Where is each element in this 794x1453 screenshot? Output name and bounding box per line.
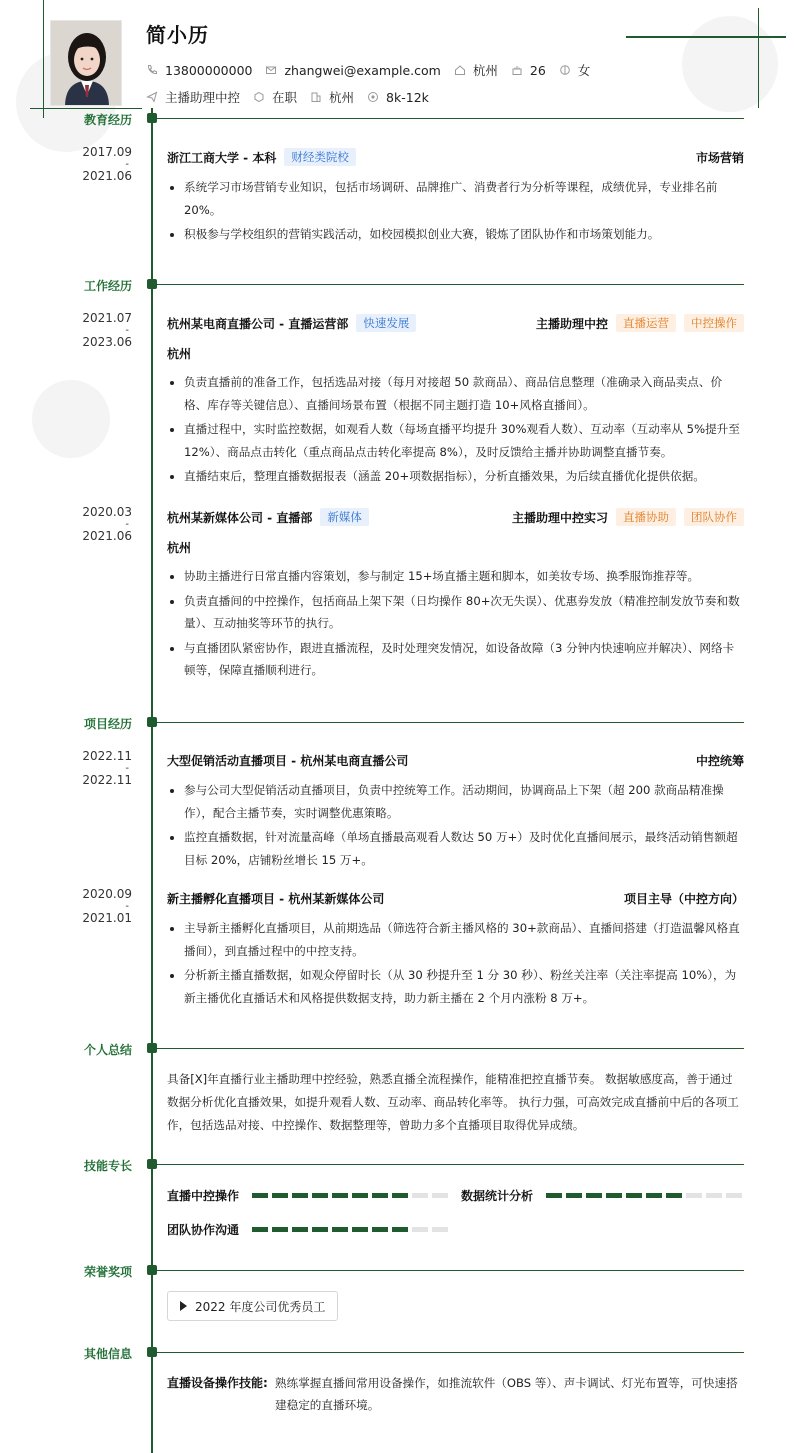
skill-segment-filled [372,1227,388,1232]
list-item: 负责直播前的准备工作，包括选品对接（每月对接超 50 款商品）、商品信息整理（准确录入商品卖点、价格、库存等关键信息）、直播间场景布置（根据不同主题打造 10+风格直播间）。 [167,371,744,416]
phone-text: 13800000000 [165,62,253,78]
skill-segment-filled [626,1193,642,1198]
project-title: 新主播孵化直播项目 - 杭州某新媒体公司 [167,892,385,906]
list-item: 积极参与学校组织的营销实践活动，如校园模拟创业大赛，锻炼了团队协作和市场策划能力。 [167,223,744,246]
job-text: 主播助理中控 [165,90,241,105]
end-date: 2021.06 [82,529,132,543]
salary-text: 8k-12k [386,89,429,105]
education-date: 2017.09 - 2021.06 [60,146,132,182]
project-date: 2020.09 - 2021.01 [60,888,132,924]
email-item [265,63,440,78]
email-text: zhangwei@example.com [284,62,441,78]
role-tag: 团队协作 [684,508,744,526]
section-work-title: 工作经历 [83,279,132,293]
age-item [511,63,546,78]
project-role: 项目主导（中控方向） [623,892,744,906]
skill-segment-filled [666,1193,682,1198]
section-marker [147,1159,157,1169]
skill-segment-filled [272,1193,288,1198]
skill-segment-filled [586,1193,602,1198]
section-marker [147,279,157,289]
job-item [146,88,240,106]
other-info-text: 熟练掌握直播间常用设备操作，如推流软件（OBS 等）、声卡调试、灯光布置等，可快速搭建稳定的直播环境。 [275,1376,738,1412]
school-tag: 财经类院校 [284,148,356,166]
phone-icon [146,64,158,76]
honor-item [167,1291,338,1321]
section-divider [157,1270,744,1271]
section-other-title: 其他信息 [83,1347,132,1361]
skill-segment-filled [252,1227,268,1232]
section-marker [147,1347,157,1357]
section-divider [157,1048,744,1049]
skill-segment-filled [566,1193,582,1198]
end-date: 2023.06 [82,335,132,349]
decor-line [626,36,786,38]
candidate-name: 简小历 [146,23,209,47]
section-marker [147,113,157,123]
gender-text: 女 [577,63,591,78]
job-role: 主播助理中控实习 [511,510,608,525]
work-city: 杭州 [167,347,192,361]
decor-line [43,0,44,118]
section-marker [147,717,157,727]
project-date: 2022.11 - 2022.11 [60,750,132,786]
decor-circle [32,380,110,458]
skill-segment-filled [292,1227,308,1232]
list-item: 直播过程中，实时监控数据，如观看人数（每场直播平均提升 30%观看人数）、互动率（互动率从 5%提升至 12%）、商品点击转化（重点商品点击转化率提高 8%），及时反馈给主播并协助调整直播节奏。 [167,418,744,463]
company-tag: 新媒体 [320,508,369,526]
skill-segment-filled [312,1193,328,1198]
skill-segment-empty [726,1193,742,1198]
section-marker [147,1043,157,1053]
skill-name: 团队协作沟通 [167,1223,240,1237]
list-item: 直播结束后，整理直播数据报表（涵盖 20+项数据指标），分析直播效果，为后续直播优化提供依据。 [167,465,744,488]
project-title: 大型促销活动直播项目 - 杭州某电商直播公司 [167,754,409,768]
section-divider [157,118,744,119]
work-date: 2021.07 - 2023.06 [60,312,132,348]
skill-item [167,1187,452,1204]
skill-level-bar [546,1193,746,1198]
salary-icon [367,91,379,103]
start-date: 2022.11 [82,749,132,763]
skill-segment-filled [646,1193,662,1198]
gender-icon [559,64,571,76]
gender-item [559,61,591,79]
section-project-title: 项目经历 [83,717,132,731]
skill-segment-filled [252,1193,268,1198]
skill-segment-filled [352,1193,368,1198]
home-icon [454,64,466,76]
section-skills-title: 技能专长 [83,1159,132,1173]
job-intention-row [146,88,442,106]
age-text: 26 [529,62,546,78]
list-item: 监控直播数据，针对流量高峰（单场直播最高观看人数达 50 万+）及时优化直播间展示，最终活动销售额超目标 20%，店铺粉丝增长 15 万+。 [167,826,744,871]
list-item: 主导新主播孵化直播项目，从前期选品（筛选符合新主播风格的 30+款商品）、直播间搭建（打造温馨风格直播间），到直播过程中的中控支持。 [167,917,744,962]
home-item [454,61,498,79]
section-marker [147,1265,157,1275]
project-entry-head [167,752,744,769]
list-item: 负责直播间的中控操作，包括商品上架下架（日均操作 80+次无失误）、优惠券发放（精准控制发放节奏和数量）、互动抽奖等环节的执行。 [167,590,744,635]
status-item [253,88,297,106]
role-tag: 直播运营 [616,314,676,332]
section-divider [157,1164,744,1165]
list-item: 与直播团队紧密协作，跟进直播流程，及时处理突发情况，如设备故障（3 分钟内快速响应并解决）、网络卡顿等，保障直播顺利进行。 [167,637,744,682]
project-entry-head [167,890,744,907]
skill-segment-empty [706,1193,722,1198]
start-date: 2017.09 [82,145,132,159]
skill-segment-filled [312,1227,328,1232]
work-entry-head [167,508,744,526]
skill-segment-filled [606,1193,622,1198]
skill-segment-empty [412,1193,428,1198]
skill-segment-filled [272,1227,288,1232]
skill-name: 直播中控操作 [167,1189,240,1203]
skill-segment-filled [332,1193,348,1198]
start-date: 2021.07 [82,311,132,325]
phone-item [146,63,252,78]
list-item: 分析新主播直播数据，如观众停留时长（从 30 秒提升至 1 分 30 秒）、粉丝关注率（关注率提高 10%），为新主播优化直播话术和风格提供数据支持，助力新主播在 2 个月内涨粉 8 万+。 [167,964,744,1009]
work-city: 杭州 [167,541,192,555]
contact-row [146,61,603,79]
company-name: 杭州某新媒体公司 - 直播部 [167,510,313,525]
decor-line [758,8,759,108]
skill-segment-filled [332,1227,348,1232]
triangle-icon [180,1301,187,1311]
role-tag: 中控操作 [684,314,744,332]
skill-segment-filled [352,1227,368,1232]
skill-item [167,1221,452,1238]
start-date: 2020.03 [82,505,132,519]
section-divider [157,722,744,723]
end-date: 2021.06 [82,169,132,183]
skill-segment-filled [372,1193,388,1198]
skill-segment-filled [292,1193,308,1198]
list-item: 系统学习市场营销专业知识，包括市场调研、品牌推广、消费者行为分析等课程，成绩优异，专业排名前 20%。 [167,176,744,221]
skill-segment-filled [392,1227,408,1232]
skill-segment-filled [546,1193,562,1198]
skill-segment-empty [432,1227,448,1232]
salary-item [367,90,429,105]
building-icon [310,91,322,103]
decor-line [30,108,142,109]
project-bullets [167,779,744,873]
avatar [50,20,122,106]
skill-segment-empty [686,1193,702,1198]
section-divider [157,1352,744,1353]
section-education-title: 教育经历 [83,113,132,127]
company-name: 杭州某电商直播公司 - 直播运营部 [167,316,349,331]
email-icon [265,64,277,76]
decor-circle [682,16,778,112]
skill-name: 数据统计分析 [461,1189,534,1203]
end-date: 2022.11 [82,773,132,787]
section-summary-title: 个人总结 [83,1043,132,1057]
project-bullets [167,917,744,1011]
age-icon [511,64,523,76]
status-icon [253,91,265,103]
end-date: 2021.01 [82,911,132,925]
skill-item [461,1187,746,1204]
skill-segment-empty [412,1227,428,1232]
project-role: 中控统筹 [695,754,744,768]
role-tag: 直播协助 [616,508,676,526]
section-honors-title: 荣誉奖项 [83,1265,132,1279]
company-tag: 快速发展 [356,314,416,332]
start-date: 2020.09 [82,887,132,901]
timeline-line [151,108,153,1453]
skill-level-bar [252,1227,452,1232]
skill-level-bar [252,1193,452,1198]
job-icon [146,91,158,103]
summary-text: 具备[X]年直播行业主播助理中控经验，熟悉直播全流程操作，能精准把控直播节奏。 数据敏感度高，善于通过数据分析优化直播效果，如提升观看人数、互动率、商品转化率等。 执行力强，可高效完成直播前中后的各项工作，包括选品对接、中控操作、数据整理等，曾助力多个直播项目取得优异成绩。 [167,1072,739,1132]
city-item [310,88,354,106]
school-name: 浙江工商大学 - 本科 [167,150,277,165]
job-role: 主播助理中控 [535,316,608,331]
major: 市场营销 [695,150,744,165]
other-info-label: 直播设备操作技能: [167,1376,268,1390]
education-entry-head [167,148,744,166]
work-bullets [167,565,744,684]
home-text: 杭州 [472,63,498,78]
education-bullets [167,176,744,248]
list-item: 参与公司大型促销活动直播项目，负责中控统筹工作。活动期间，协调商品上下架（超 200 款商品精准操作），配合主播节奏，实时调整优惠策略。 [167,779,744,824]
honor-text: 2022 年度公司优秀员工 [195,1299,326,1314]
work-entry-head [167,314,744,332]
skill-segment-empty [432,1193,448,1198]
status-text: 在职 [272,90,298,105]
work-bullets [167,371,744,490]
skill-segment-filled [392,1193,408,1198]
section-divider [157,284,744,285]
list-item: 协助主播进行日常直播内容策划，参与制定 15+场直播主题和脚本，如美妆专场、换季服饰推荐等。 [167,565,744,588]
city-text: 杭州 [329,90,355,105]
work-date: 2020.03 - 2021.06 [60,506,132,542]
